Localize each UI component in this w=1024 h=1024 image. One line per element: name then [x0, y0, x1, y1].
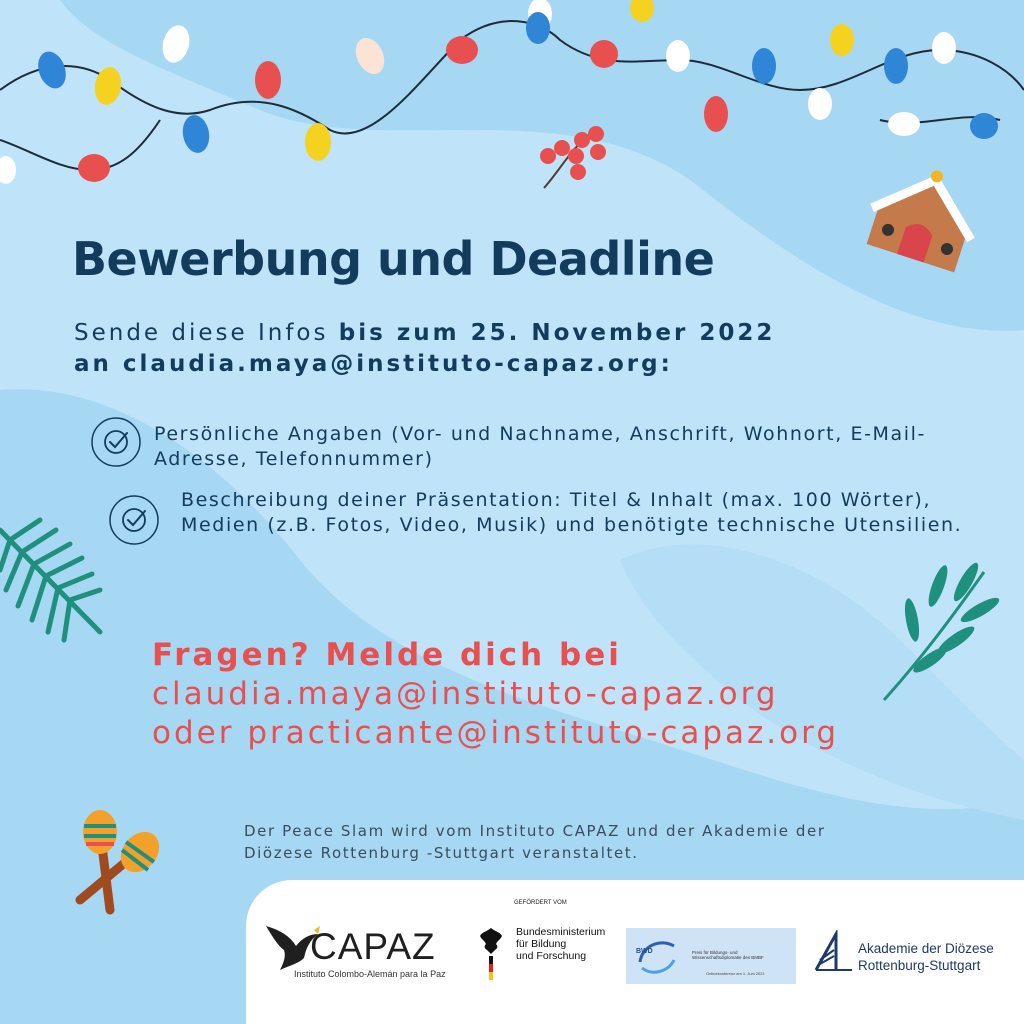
bwd-date: Onlinekonferenz am 1. Juni 2021 — [706, 971, 765, 976]
eagle-logo — [478, 926, 504, 984]
page-title: Bewerbung und Deadline — [72, 232, 715, 286]
bwd-label: BWD — [636, 948, 653, 955]
bwd-description: Preis für Bildungs- und Wissenschaftsdiplomatie des BMBF — [692, 950, 764, 960]
bwd-emblem-icon — [632, 932, 682, 982]
checklist-item-personal: Persönliche Angaben (Vor- und Nachname, Anschrift, Wohnort, E-Mail-Adresse, Telefonnummer) — [154, 423, 926, 470]
akademie-emblem-icon — [814, 930, 854, 972]
check-circle-icon — [108, 494, 160, 546]
organizer-line-1: Der Peace Slam wird vom Instituto CAPAZ und der Akademie der — [244, 822, 826, 840]
intro-text — [74, 318, 775, 380]
check-circle-icon — [90, 416, 142, 468]
bmbf-name: Bundesministerium für Bildung und Forschung — [516, 926, 606, 962]
deadline-date: bis zum 25. November 2022 — [338, 320, 776, 346]
capaz-logo — [264, 916, 446, 982]
contact-email-1[interactable]: claudia.maya@instituto-capaz.org — [152, 676, 779, 712]
contact-questions — [152, 636, 839, 753]
intro-line-1 — [74, 318, 775, 349]
bwd-logo — [626, 928, 796, 984]
leaf-branch — [884, 560, 1002, 700]
intro-plain: Sende diese Infos — [74, 320, 339, 346]
akademie-logo — [814, 928, 1014, 974]
bmbf-logo — [476, 898, 616, 990]
questions-heading: Fragen? Melde dich bei — [152, 637, 622, 673]
capaz-subtitle: Instituto Colombo-Alemán para la Paz — [294, 969, 446, 979]
contact-email-2[interactable]: oder practicante@instituto-capaz.org — [152, 715, 840, 751]
bmbf-funded-by: GEFÖRDERT VOM — [514, 900, 567, 906]
organizer-note — [244, 820, 826, 864]
organizer-line-2: Diözese Rottenburg -Stuttgart veranstaltet. — [244, 844, 639, 862]
capaz-wordmark: CAPAZ — [310, 926, 436, 967]
intro-line-2: an claudia.maya@instituto-capaz.org: — [74, 351, 673, 377]
akademie-name: Akademie der Diözese Rottenburg-Stuttgart — [858, 941, 994, 973]
checklist-item-presentation: Beschreibung deiner Präsentation: Titel & Inhalt (max. 100 Wörter), Medien (z.B. Fotos, Video, Musik) und benötigte technische Utensilien. — [181, 489, 963, 536]
